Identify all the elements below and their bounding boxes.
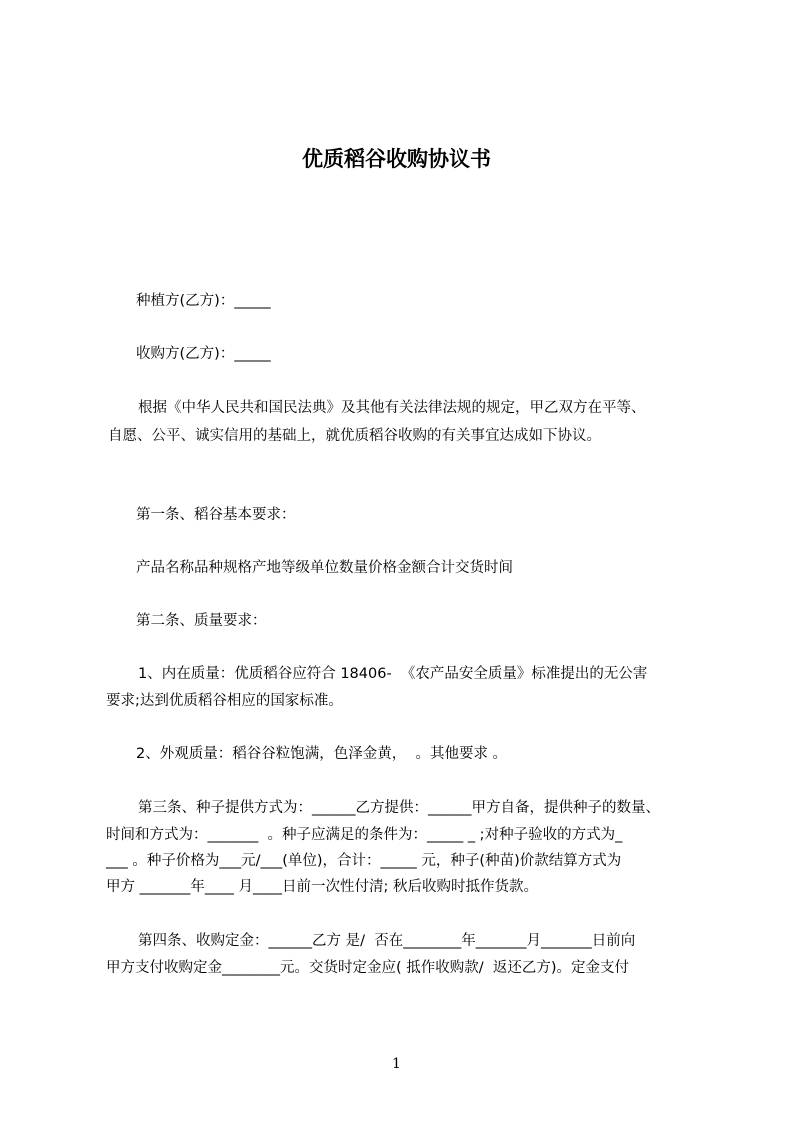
appearance-quality-line: 2、外观质量：稻谷谷粒饱满，色泽金黄， 。其他要求 。 bbox=[136, 746, 508, 762]
article-3-line-2: 时间和方式为：_______ 。种子应满足的条件为：_____ _ ;对种子验收的方式为_ bbox=[106, 827, 623, 843]
preamble-line-2: 自愿、公平、诚实信用的基础上，就优质稻谷收购的有关事宜达成如下协议。 bbox=[108, 428, 601, 444]
article-4-line-2: 甲方支付收购定金________元。交货时定金应( 抵作收购款/ 返还乙方)。定金支付 bbox=[106, 960, 630, 976]
article-3-line-3: ___ 。种子价格为___元/___(单位)，合计：_____ 元，种子(种苗)价款结算方式为 bbox=[106, 853, 622, 869]
article-2-heading: 第二条、质量要求： bbox=[136, 613, 267, 629]
article-4-line-1: 第四条、收购定金：______乙方 是/ 否在________年_______月_______日前向 bbox=[138, 933, 636, 949]
planter-party-line: 种植方(乙方)：_____ bbox=[136, 293, 271, 309]
product-table-header-line: 产品名称品种规格产地等级单位数量价格金额合计交货时间 bbox=[136, 560, 513, 576]
document-title: 优质稻谷收购协议书 bbox=[302, 147, 491, 171]
article-3-line-1: 第三条、种子提供方式为：______乙方提供：______甲方自备，提供种子的数量、 bbox=[138, 800, 660, 816]
preamble-line-1: 根据《中华人民共和国民法典》及其他有关法律法规的规定，甲乙双方在平等、 bbox=[138, 400, 646, 416]
buyer-party-line: 收购方(乙方)：_____ bbox=[136, 346, 271, 362]
internal-quality-line-1: 1、内在质量：优质稻谷应符合 18406- 《农产品安全质量》标准提出的无公害 bbox=[138, 666, 648, 682]
internal-quality-line-2: 要求;达到优质稻谷相应的国家标准。 bbox=[106, 693, 343, 709]
article-3-line-4: 甲方 _______年____ 月____日前一次性付清; 秋后收购时抵作货款。 bbox=[106, 879, 538, 895]
page-number: 1 bbox=[392, 1056, 401, 1072]
article-1-heading: 第一条、稻谷基本要求： bbox=[136, 507, 296, 523]
